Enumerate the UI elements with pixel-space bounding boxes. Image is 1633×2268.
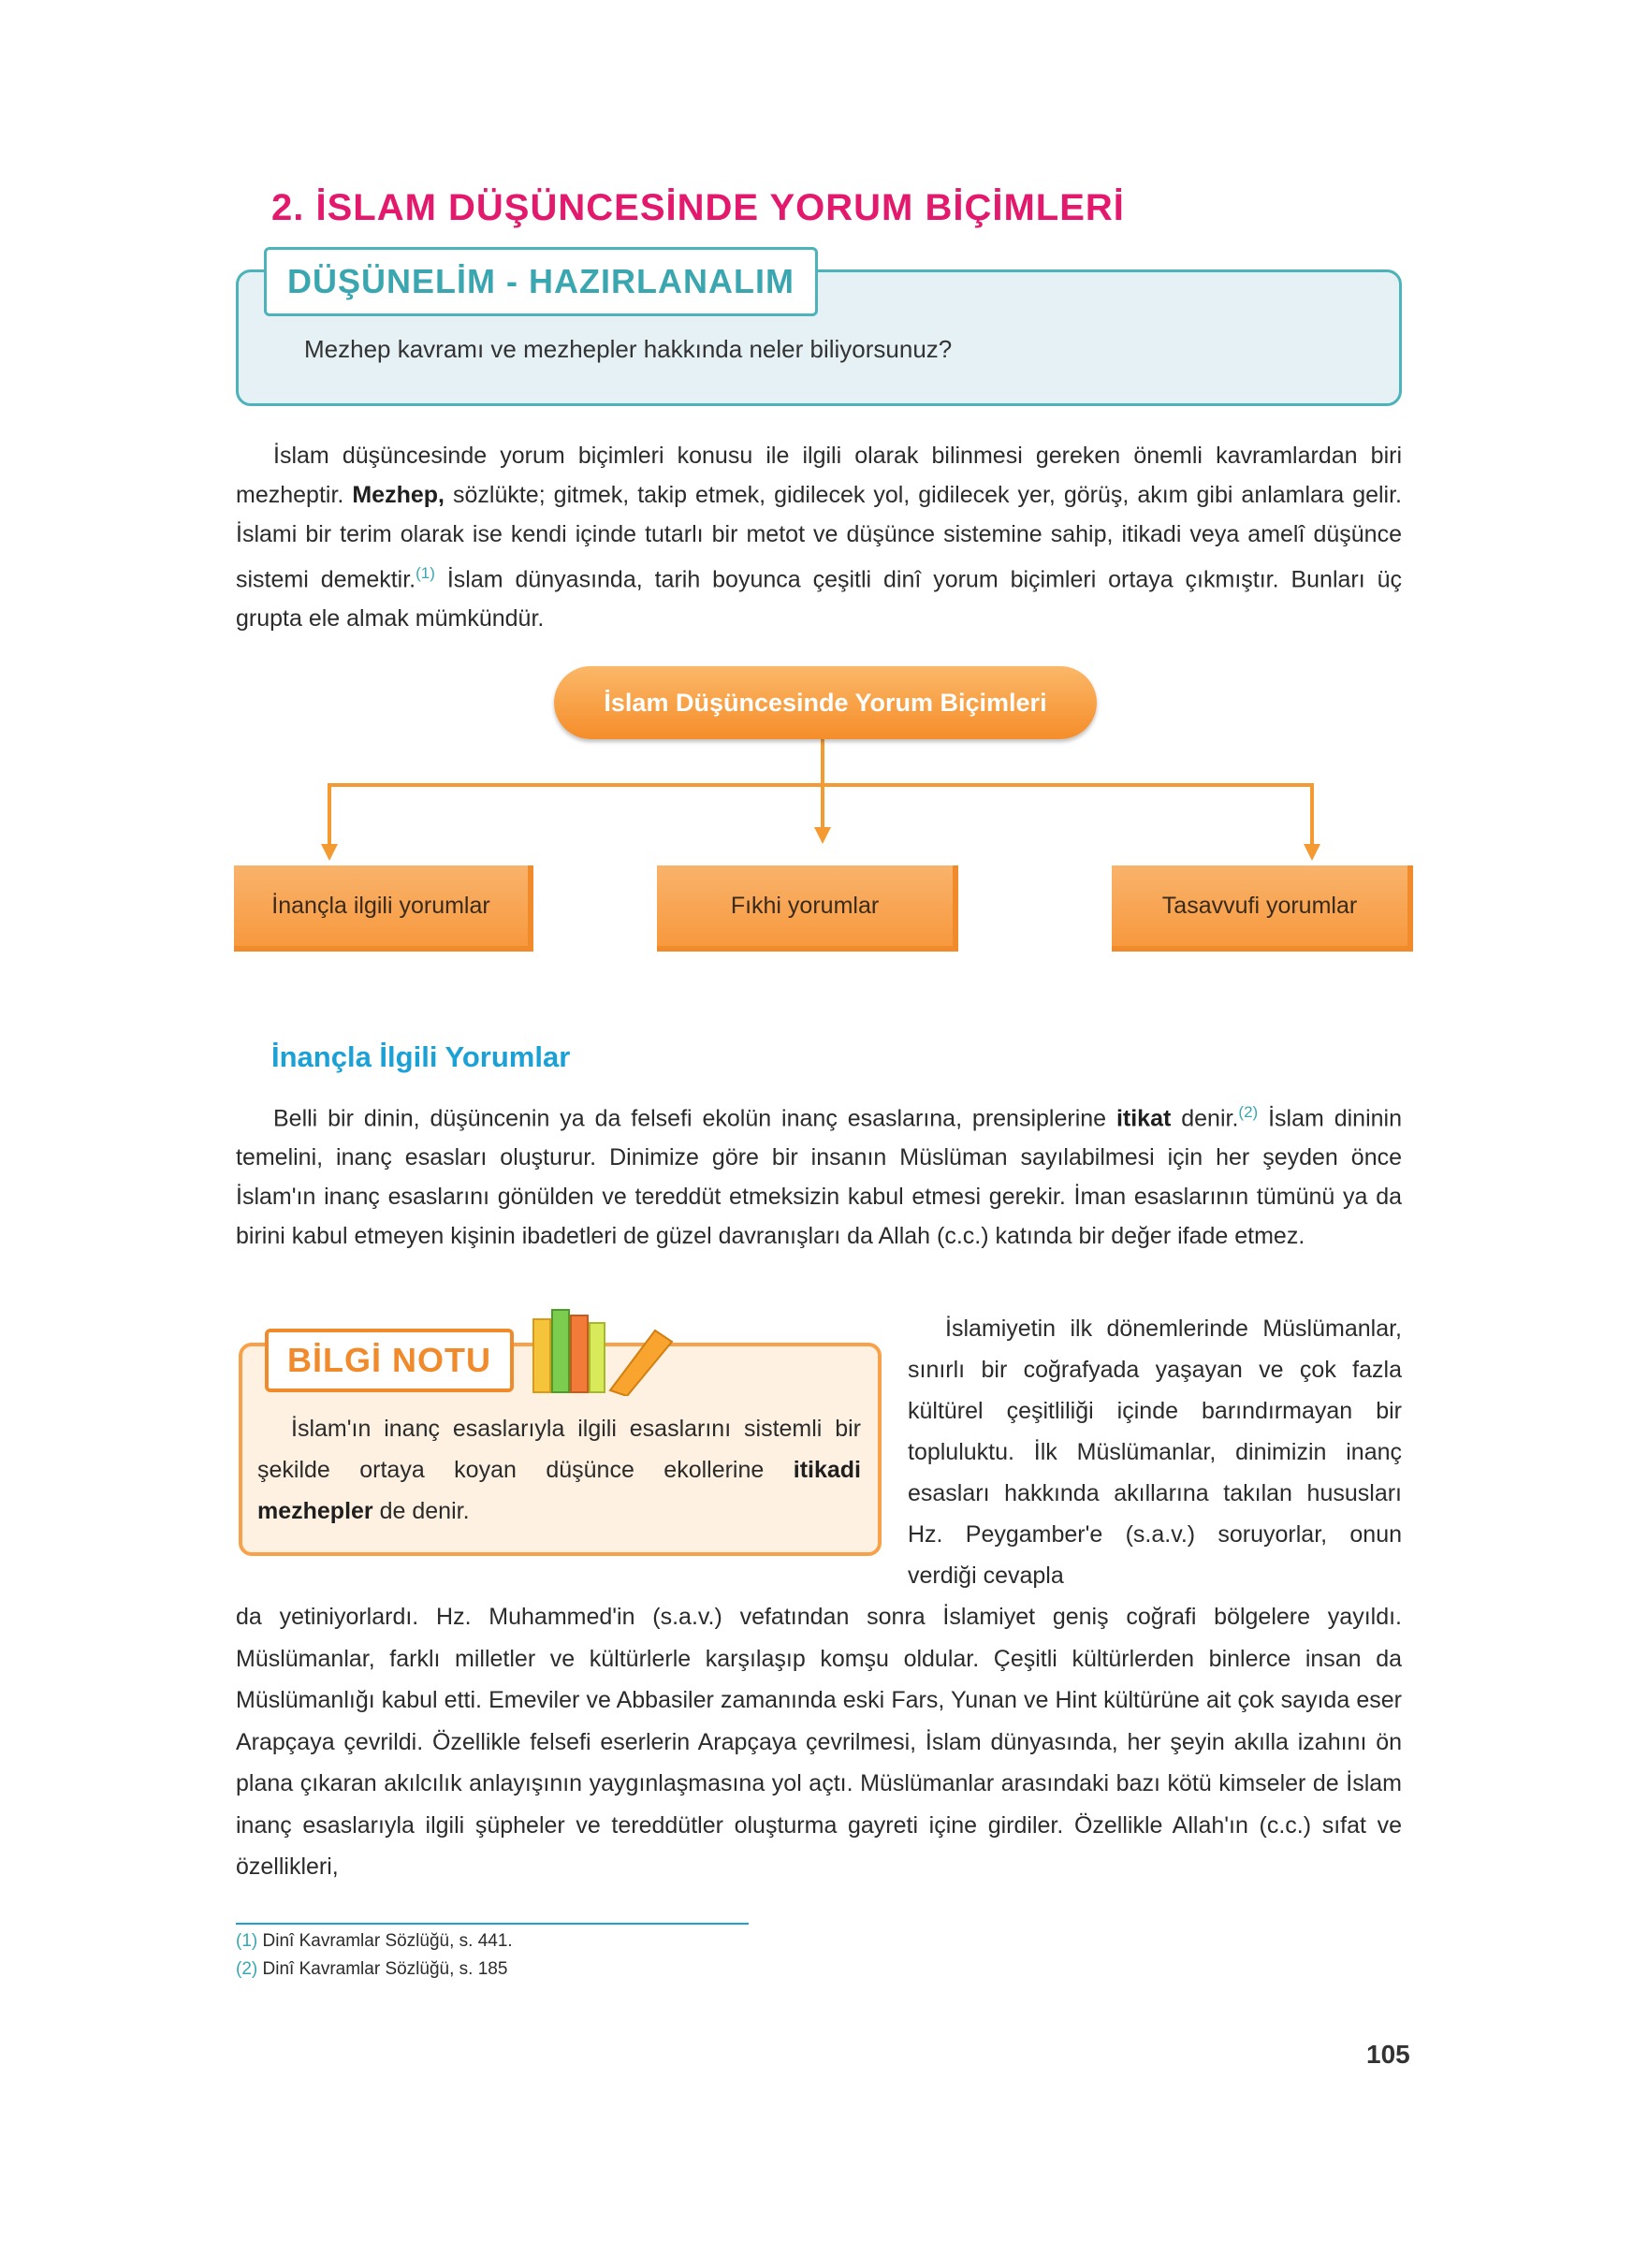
- diagram-root: İslam Düşüncesinde Yorum Biçimleri: [554, 666, 1097, 739]
- intro-text-3: İslam dünyasında, tarih boyunca çeşitli dinî yorum biçimleri ortaya çıkmıştır. Bunları üç grupta ele almak mümkündür.: [236, 566, 1402, 632]
- info-note-heading: BİLGİ NOTU: [265, 1329, 514, 1392]
- think-question: Mezhep kavramı ve mezhepler hakkında neler biliyorsunuz?: [304, 335, 953, 363]
- intro-text-2: sözlükte; gitmek, takip etmek, gidilecek yol, gidilecek yer, görüş, akım gibi anlamlara gelir. İslami bir terim olarak ise kendi içinde tutarlı bir metot ve düşünce sistemine sahip, itikadi veya amelî düşünce sistemi demektir.: [236, 482, 1403, 593]
- diagram-connector-right: [1310, 783, 1314, 846]
- footnote-ref-1: (1): [416, 564, 435, 582]
- belief-text-1: Belli bir dinin, düşüncenin ya da felsefi ekolün inanç esaslarına, prensiplerine: [273, 1105, 1107, 1132]
- footnote-ref-2: (2): [1238, 1103, 1259, 1121]
- diagram-connector-left: [328, 783, 331, 846]
- info-note-text-1: İslam'ın inanç esaslarıyla ilgili esaslarını sistemli bir şekilde ortaya koyan düşünce ekollerine: [257, 1416, 861, 1483]
- diagram-child-belief: İnançla ilgili yorumlar: [234, 865, 533, 952]
- subsection-title: İnançla İlgili Yorumlar: [271, 1040, 571, 1073]
- footnote-1-text: Dinî Kavramlar Sözlüğü, s. 441.: [262, 1931, 513, 1951]
- think-heading: DÜŞÜNELİM - HAZIRLANALIM: [264, 247, 818, 316]
- belief-bold-term: itikat: [1115, 1105, 1172, 1132]
- side-paragraph: İslamiyetin ilk dönemlerinde Müslümanlar, sınırlı bir coğrafyada yaşayan ve çok fazla kültürel çeşitliliği içinde barındırmayan bir topluluktu. İlk Müslümanlar, dinimizin inanç esasları hakkında akıllarına takılan hususları Hz. Peygamber'e (s.a.v.) soruyorlar, onun verdiği cevapla: [908, 1316, 1402, 1589]
- section-title: 2. İSLAM DÜŞÜNCESİNDE YORUM BİÇİMLERİ: [271, 187, 1125, 228]
- footnote-1-number: (1): [236, 1931, 258, 1951]
- diagram-connector-center: [821, 739, 824, 829]
- arrow-down-icon: [321, 844, 338, 861]
- page-number: 105: [1366, 2040, 1410, 2069]
- info-note-bold-term: itikadi mezhepler: [257, 1457, 862, 1524]
- info-note-text-2: de denir.: [379, 1498, 470, 1524]
- arrow-down-icon: [814, 827, 831, 844]
- footnote-2-number: (2): [236, 1959, 258, 1979]
- footnote-divider: [236, 1923, 749, 1925]
- belief-paragraph: [236, 1093, 1402, 1256]
- intro-text-1: İslam düşüncesinde yorum biçimleri konusu ile ilgili olarak bilinmesi gereken önemli kavramlardan biri mezheptir.: [236, 443, 1402, 508]
- books-icon: [524, 1302, 683, 1396]
- footnote-2-text: Dinî Kavramlar Sözlüğü, s. 185: [262, 1959, 508, 1979]
- history-paragraph: da yetiniyorlardı. Hz. Muhammed'in (s.a.v.) vefatından sonra İslamiyet geniş coğrafi bölgelere yayıldı. Müslümanlar, farklı milletler ve kültürlerle karşılaşıp komşu oldular. Çeşitli kültürlerden binlerce insan da Müslümanlığı kabul etti. Emeviler ve Abbasiler zamanında eski Fars, Yunan ve Hint kültürüne ait çok sayıda eser Arapçaya çevrildi. Özellikle felsefi eserlerin Arapçaya çevrilmesi, İslam dünyasında, her şeyin akılla izahını ön plana çıkaran akılcılık anlayışının yaygınlaşmasına yol açtı. Müslümanlar arasındaki bazı kötü kimseler de İslam inanç esaslarıyla ilgili şüpheler ve tereddütler oluşturma gayreti içine girdiler. Özellikle Allah'ın (c.c.) sıfat ve özellikleri,: [236, 1604, 1402, 1880]
- footnote-1: [236, 1931, 513, 1952]
- arrow-down-icon: [1304, 844, 1320, 861]
- belief-text-2: denir.: [1181, 1105, 1239, 1132]
- diagram-child-fiqh: Fıkhi yorumlar: [657, 865, 958, 952]
- intro-bold-term: Mezhep,: [352, 482, 445, 508]
- footnote-2: [236, 1959, 507, 1980]
- intro-paragraph: [236, 436, 1402, 638]
- info-note-text: [257, 1408, 861, 1532]
- belief-text-3: İslam dininin temelini, inanç esasları oluşturur. Dinimize göre bir insanın Müslüman sayılabilmesi için her şeyden önce İslam'ın inanç esaslarını gönülden ve tereddüt etmeksizin kabul etmesi gerekir. İman esaslarının tümünü ya da birini kabul etmeyen kişinin ibadetleri de güzel davranışları da Allah (c.c.) katında bir değer ifade etmez.: [236, 1105, 1403, 1250]
- diagram-child-sufi: Tasavvufi yorumlar: [1112, 865, 1413, 952]
